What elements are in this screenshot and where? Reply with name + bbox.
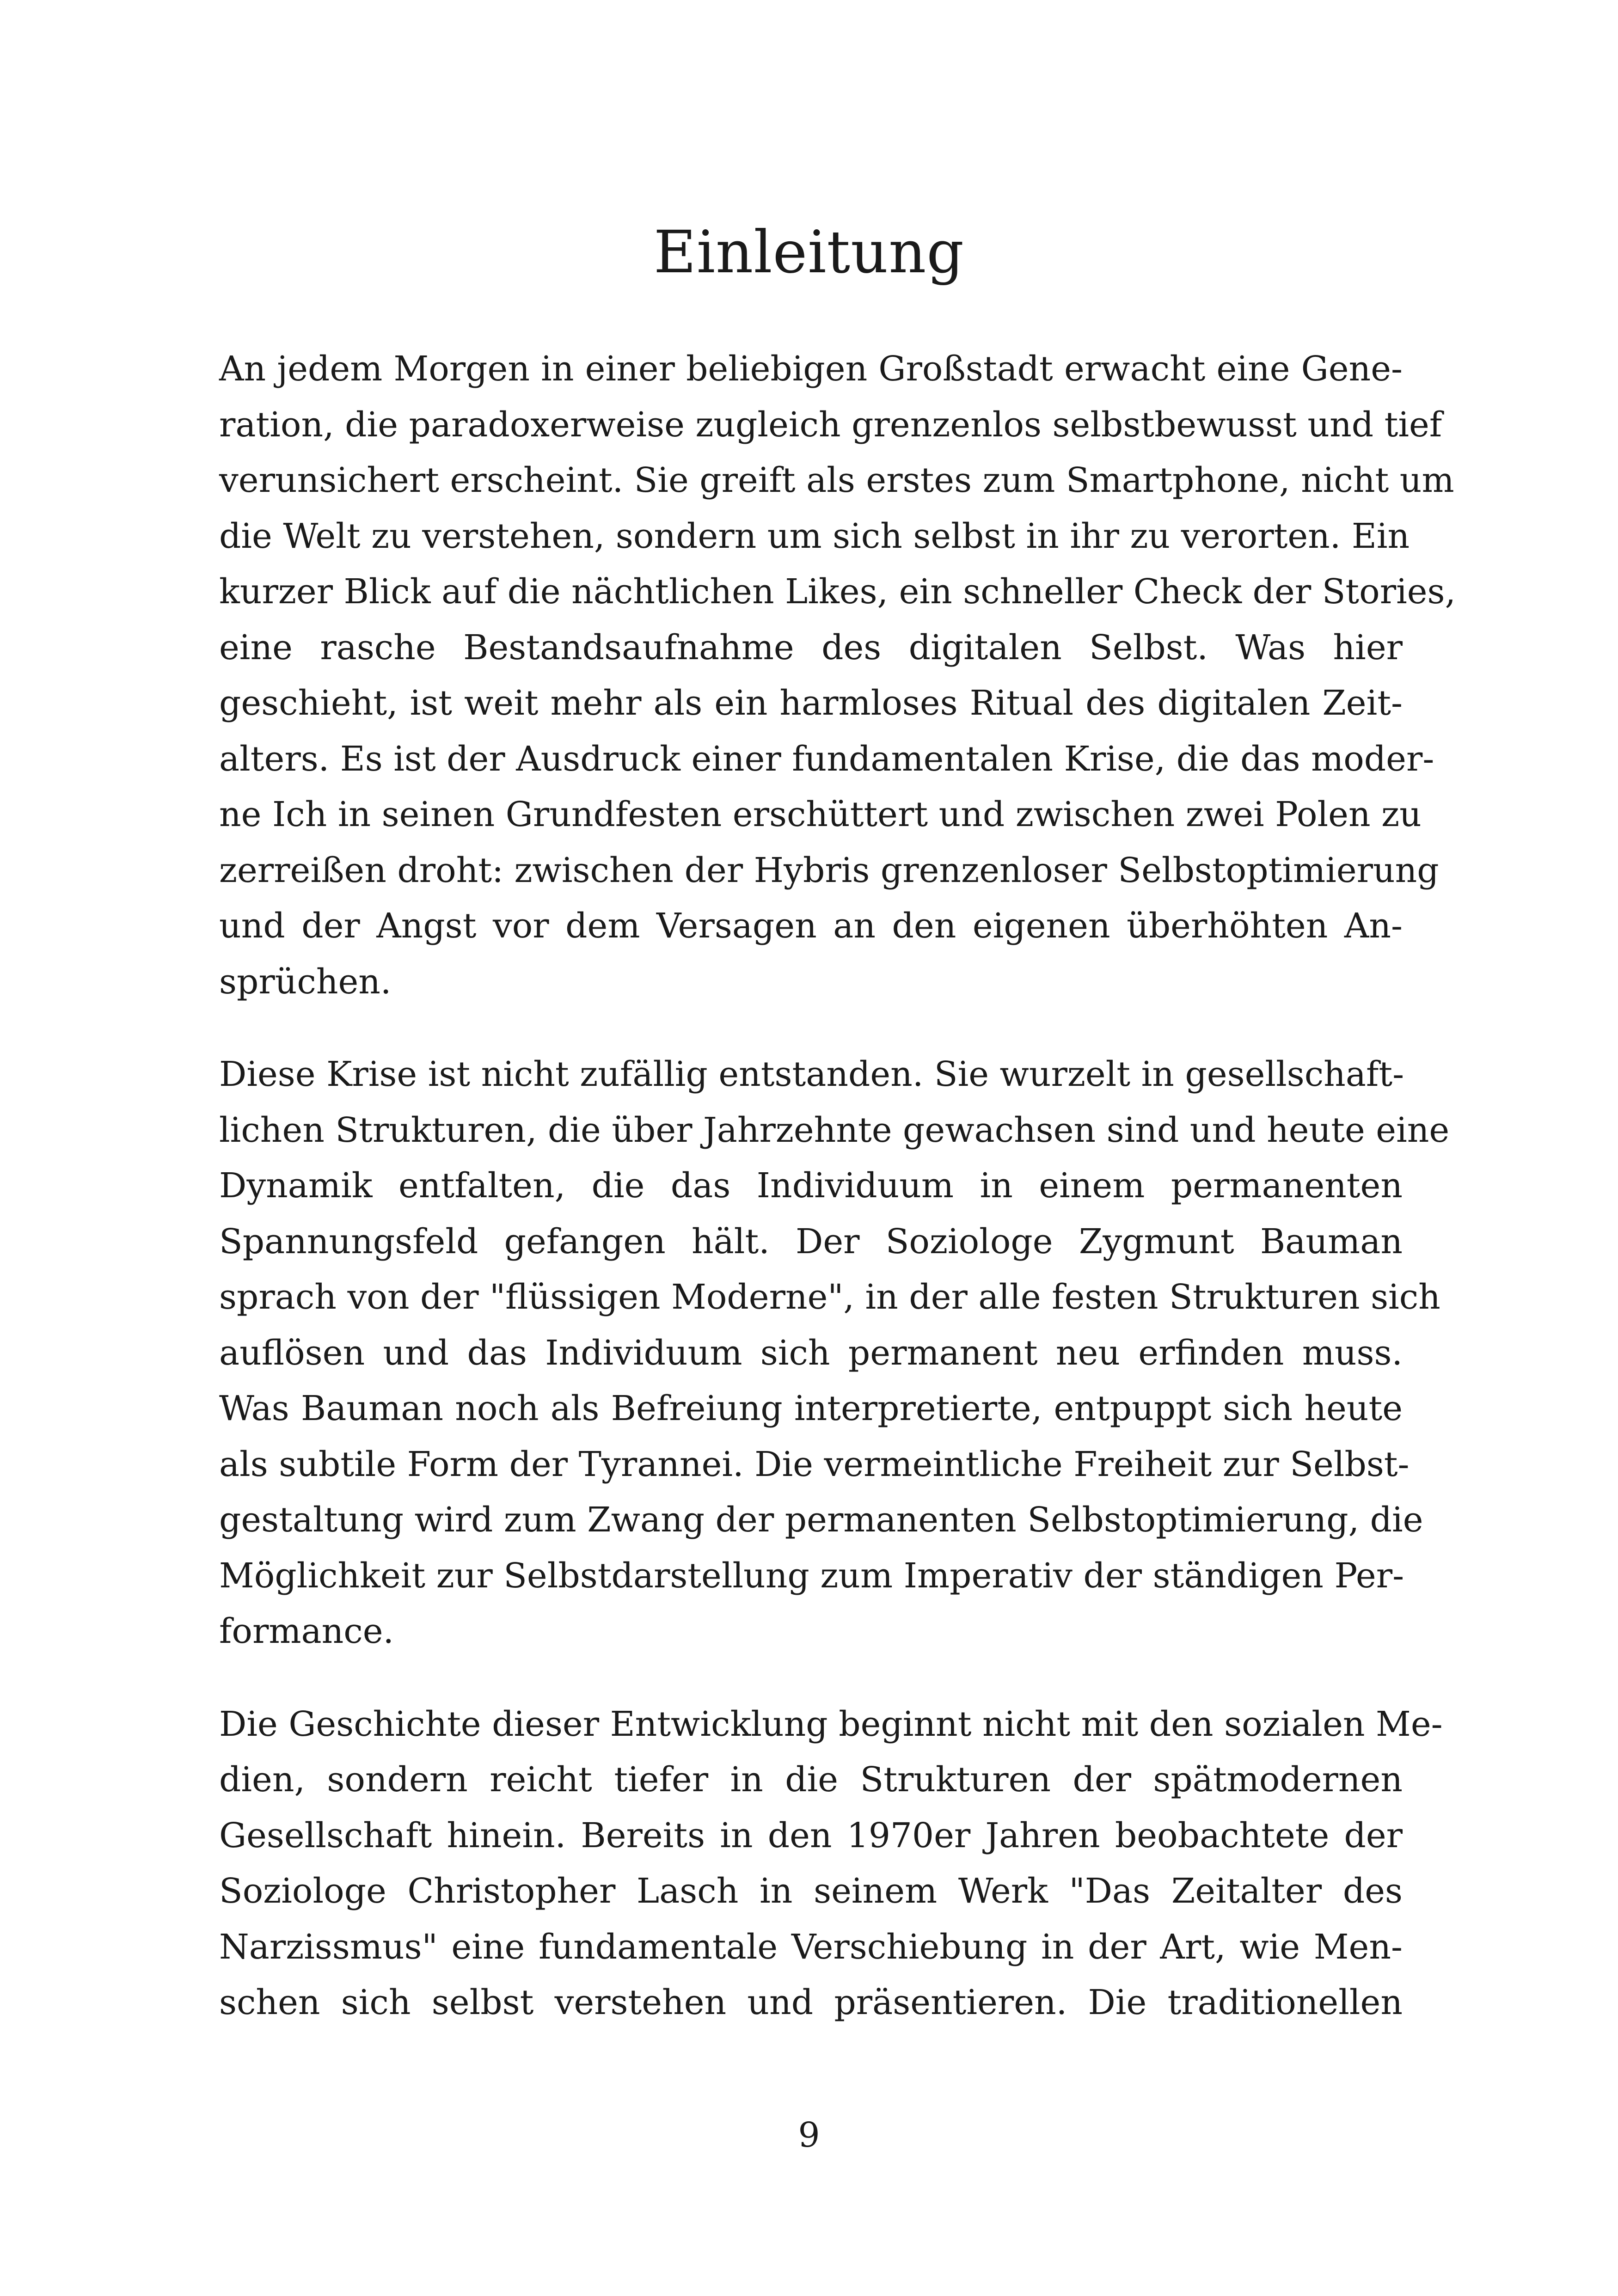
text-line: und der Angst vor dem Versagen an den eigenen überhöhten An- bbox=[219, 906, 1403, 946]
text-line: lichen Strukturen, die über Jahrzehnte gewachsen sind und heute eine bbox=[219, 1110, 1450, 1150]
text-line: Möglichkeit zur Selbstdarstellung zum Imperativ der ständigen Per- bbox=[219, 1555, 1404, 1596]
text-line: Spannungsfeld gefangen hält. Der Soziologe Zygmunt Bauman bbox=[219, 1221, 1403, 1261]
text-line: ne Ich in seinen Grundfesten erschüttert und zwischen zwei Polen zu bbox=[219, 795, 1422, 834]
text-line: schen sich selbst verstehen und präsentieren. Die traditionellen bbox=[219, 1983, 1403, 2022]
text-line: Diese Krise ist nicht zufällig entstanden. Sie wurzelt in gesellschaft- bbox=[219, 1054, 1404, 1094]
text-line: Gesellschaft hinein. Bereits in den 1970er Jahren beobachtete der bbox=[219, 1815, 1403, 1855]
text-line: ration, die paradoxerweise zugleich grenzenlos selbstbewusst und tief bbox=[219, 404, 1442, 445]
text-line: alters. Es ist der Ausdruck einer fundamentalen Krise, die das moder- bbox=[219, 739, 1434, 779]
page-number: 9 bbox=[798, 2115, 820, 2155]
text-line: auflösen und das Individuum sich permanent neu erfinden muss. bbox=[219, 1333, 1403, 1373]
paragraph-1 bbox=[219, 341, 1456, 1010]
paragraph-3 bbox=[219, 1696, 1443, 2031]
text-line: sprach von der "flüssigen Moderne", in der alle festen Strukturen sich bbox=[219, 1277, 1440, 1317]
text-line: zerreißen droht: zwischen der Hybris grenzenloser Selbstoptimierung bbox=[219, 850, 1439, 890]
text-line: Was Bauman noch als Befreiung interpretierte, entpuppt sich heute bbox=[219, 1389, 1403, 1428]
paragraph-2 bbox=[219, 1047, 1450, 1659]
text-line: eine rasche Bestandsaufnahme des digitalen Selbst. Was hier bbox=[219, 627, 1403, 667]
text-line: kurzer Blick auf die nächtlichen Likes, ein schneller Check der Stories, bbox=[219, 572, 1456, 612]
text-line: geschieht, ist weit mehr als ein harmloses Ritual des digitalen Zeit- bbox=[219, 683, 1403, 723]
text-line: Soziologe Christopher Lasch in seinem Werk "Das Zeitalter des bbox=[219, 1871, 1403, 1911]
text-line: sprüchen. bbox=[219, 961, 392, 1002]
text-line: als subtile Form der Tyrannei. Die vermeintliche Freiheit zur Selbst- bbox=[219, 1444, 1410, 1484]
text-line: gestaltung wird zum Zwang der permanenten Selbstoptimierung, die bbox=[219, 1500, 1423, 1540]
body-text bbox=[219, 341, 1456, 2068]
text-line: verunsichert erscheint. Sie greift als erstes zum Smartphone, nicht um bbox=[219, 460, 1454, 500]
text-line: An jedem Morgen in einer beliebigen Großstadt erwacht eine Gene- bbox=[219, 349, 1403, 389]
text-line: die Welt zu verstehen, sondern um sich selbst in ihr zu verorten. Ein bbox=[219, 516, 1410, 556]
text-line: Dynamik entfalten, die das Individuum in einem permanenten bbox=[219, 1166, 1403, 1206]
chapter-title: Einleitung bbox=[653, 218, 965, 286]
text-line: Narzissmus" eine fundamentale Verschiebung in der Art, wie Men- bbox=[219, 1927, 1403, 1967]
text-line: dien, sondern reicht tiefer in die Strukturen der spätmodernen bbox=[219, 1760, 1403, 1800]
text-line: formance. bbox=[219, 1611, 394, 1651]
text-line: Die Geschichte dieser Entwicklung beginnt nicht mit den sozialen Me- bbox=[219, 1704, 1443, 1744]
